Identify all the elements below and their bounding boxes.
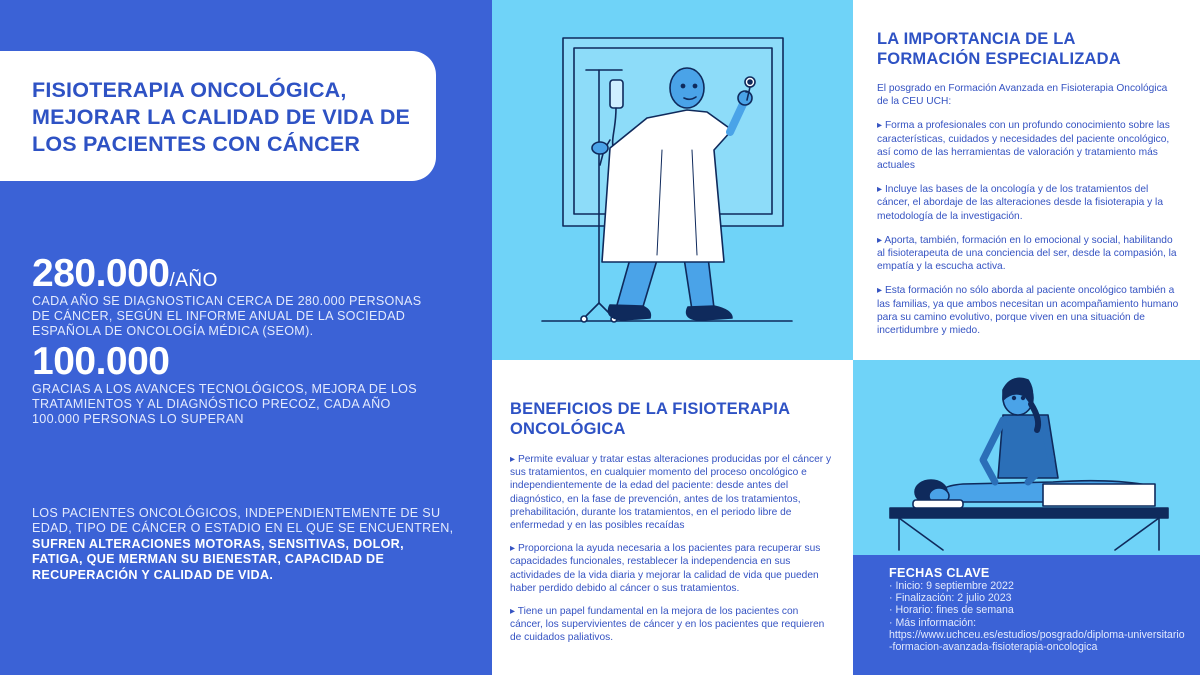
importance-intro: El posgrado en Formación Avanzada en Fisioterapia Oncológica de la CEU UCH:	[877, 83, 1168, 108]
page-title: FISIOTERAPIA ONCOLÓGICA, MEJORAR LA CALIDAD DE VIDA DE LOS PACIENTES CON CÁNCER	[32, 78, 411, 156]
patients-highlight: SUFREN ALTERACIONES MOTORAS, SENSITIVAS, DOLOR, FATIGA, QUE MERMAN SU BIENESTAR, CAPACIDAD DE RECUPERACIÓN Y CALIDAD DE VIDA.	[32, 536, 404, 582]
benefits-title: BENEFICIOS DE LA FISIOTERAPIA ONCOLÓGICA	[510, 400, 790, 438]
importance-bullet: ▸ Incluye las bases de la oncología y de los tratamientos del cáncer, el abordaje de las alteraciones desde la fisioterapia y la metodología de la investigación.	[877, 184, 1163, 222]
importance-bullet: ▸ Esta formación no sólo aborda al paciente oncológico también a las familias, ya que ambos necesitan un acompañamiento humano para su camino evolutivo, porque viven en una situación de incertidumbre y miedo.	[877, 285, 1179, 337]
left-panel	[0, 0, 492, 675]
stat-number: 280.000	[32, 252, 170, 295]
patients-text: LOS PACIENTES ONCOLÓGICOS, INDEPENDIENTEMENTE DE SU EDAD, TIPO DE CÁNCER O ESTADIO EN EL QUE SE ENCUENTREN,	[32, 506, 454, 536]
importance-title: LA IMPORTANCIA DE LA FORMACIÓN ESPECIALIZADA	[877, 30, 1121, 68]
stat-description: GRACIAS A LOS AVANCES TECNOLÓGICOS, MEJORA DE LOS TRATAMIENTOS Y AL DIAGNÓSTICO PRECOZ, CADA AÑO 100.000 PERSONAS LO SUPERAN	[32, 382, 417, 426]
benefits-bullet: ▸ Permite evaluar y tratar estas alteraciones producidas por el cáncer y sus tratamientos, en cualquier momento del proceso oncológico e independientemente de la edad del paciente: desde antes del diagnóstico, en la fase de prevención, antes de los tratamientos, prehabilitación, durante los tratamientos, en el periodo libre de enfermedad y en las posibles recaídas	[510, 454, 832, 532]
more-info-link[interactable]: https://www.uchceu.es/estudios/posgrado/diploma-universitario-formacion-avanzada-fisioterapia-oncologica	[889, 628, 1185, 654]
importance-bullet: ▸ Aporta, también, formación en lo emocional y social, habilitando al fisioterapeuta de una conciencia del ser, desde la compasión, la empatía y la escucha activa.	[877, 234, 1177, 273]
physiotherapist-treatment-icon	[853, 360, 1200, 555]
stat-number: 100.000	[32, 340, 170, 383]
stat-survivors	[32, 342, 432, 427]
key-date-end: · Finalización: 2 julio 2023	[889, 592, 1012, 605]
key-date-schedule: · Horario: fines de semana	[889, 604, 1014, 617]
stat-cases-per-year	[32, 254, 432, 339]
patient-illustration	[492, 0, 853, 360]
stat-description: CADA AÑO SE DIAGNOSTICAN CERCA DE 280.000 PERSONAS DE CÁNCER, SEGÚN EL INFORME ANUAL DE LA SOCIEDAD ESPAÑOLA DE ONCOLOGÍA MÉDICA (SEOM).	[32, 294, 422, 338]
key-dates-section	[853, 555, 1200, 675]
benefits-bullet: ▸ Tiene un papel fundamental en la mejora de los pacientes con cáncer, los supervivientes de cáncer y en los pacientes que requieren de cuidados paliativos.	[510, 606, 825, 644]
patients-paragraph	[32, 506, 457, 583]
benefits-section	[492, 360, 853, 675]
title-card	[0, 51, 436, 181]
importance-bullet: ▸ Forma a profesionales con un profundo conocimiento sobre las características, cuidados y necesidades del paciente oncológico, así como de las herramientas de valoración y tratamiento más actuales	[877, 120, 1170, 172]
stat-unit: /AÑO	[169, 270, 218, 291]
key-dates-title: FECHAS CLAVE	[889, 566, 990, 580]
key-date-start: · Inicio: 9 septiembre 2022	[889, 580, 1014, 592]
benefits-bullet: ▸ Proporciona la ayuda necesaria a los pacientes para recuperar sus capacidades funcionales, restablecer la independencia en sus actividades de la vida diaria y mejorar la calidad de vida que pueden haber perdido debido al cáncer o sus tratamientos.	[510, 543, 821, 594]
patient-with-iv-icon	[492, 0, 853, 360]
importance-section	[853, 0, 1200, 360]
key-date-more-info: · Más información:	[889, 616, 977, 629]
